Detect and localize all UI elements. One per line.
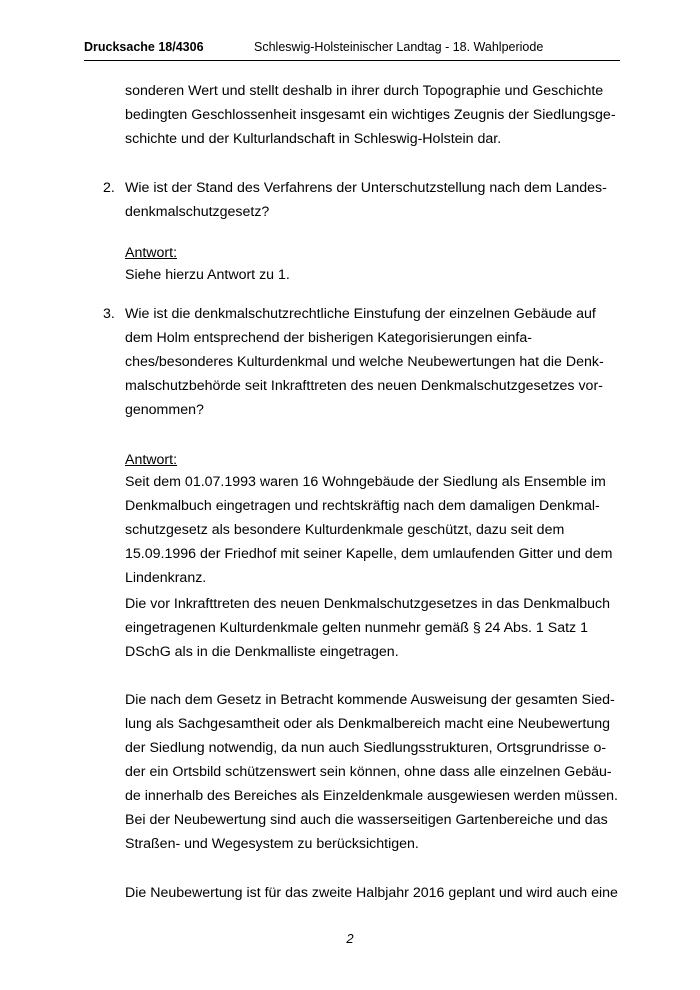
answer-label: Antwort:	[125, 452, 178, 468]
question-text: Wie ist die denkmalschutzrechtliche Einstufung der einzelnen Gebäude auf	[125, 306, 596, 322]
answer-text: Die nach dem Gesetz in Betracht kommende Ausweisung der gesamten Sied-	[125, 692, 615, 708]
answer-text: Bei der Neubewertung sind auch die wasserseitigen Gartenbereiche und das	[125, 812, 608, 828]
header-title: Schleswig-Holsteinischer Landtag - 18. Wahlperiode	[254, 40, 544, 54]
answer-text: de innerhalb des Bereiches als Einzeldenkmale ausgewiesen werden müssen.	[125, 788, 618, 804]
question-text: dem Holm entsprechend der bisherigen Kategorisierungen einfa-	[125, 330, 532, 346]
answer-text: lung als Sachgesamtheit oder als Denkmalbereich macht eine Neubewertung	[125, 716, 611, 732]
answer-text: Lindenkranz.	[125, 570, 207, 586]
answer-text: schutzgesetz als besondere Kulturdenkmale geschützt, dazu seit dem	[125, 522, 565, 538]
answer-text: Die vor Inkrafttreten des neuen Denkmalschutzgesetzes in das Denkmalbuch	[125, 596, 610, 612]
question-number: 3.	[103, 306, 115, 322]
answer-text: der ein Ortsbild schützenswert sein können, ohne dass alle einzelnen Gebäu-	[125, 764, 612, 780]
answer-text: Denkmalbuch eingetragen und rechtskräftig nach dem damaligen Denkmal-	[125, 498, 600, 514]
answer-text: 15.09.1996 der Friedhof mit seiner Kapelle, dem umlaufenden Gitter und dem	[125, 546, 613, 562]
answer-text: Seit dem 01.07.1993 waren 16 Wohngebäude der Siedlung als Ensemble im	[125, 474, 606, 490]
page-number: 2	[346, 931, 354, 946]
question-text: malschutzbehörde seit Inkrafttreten des neuen Denkmalschutzgesetzes vor-	[125, 378, 603, 394]
answer-text: DSchG als in die Denkmalliste eingetragen.	[125, 644, 399, 660]
question-text: Wie ist der Stand des Verfahrens der Unterschutzstellung nach dem Landes-	[125, 180, 607, 196]
text-line: sonderen Wert und stellt deshalb in ihrer durch Topographie und Geschichte	[125, 83, 604, 99]
question-text: ches/besonderes Kulturdenkmal und welche Neubewertungen hat die Denk-	[125, 354, 604, 370]
page-header	[84, 38, 620, 61]
text-line: bedingten Geschlossenheit insgesamt ein wichtiges Zeugnis der Siedlungsge-	[125, 107, 616, 123]
answer-label: Antwort:	[125, 245, 178, 261]
question-text: genommen?	[125, 402, 204, 418]
text-line: schichte und der Kulturlandschaft in Schleswig-Holstein dar.	[125, 131, 502, 147]
question-text: denkmalschutzgesetz?	[125, 204, 270, 220]
document-number: Drucksache 18/4306	[84, 40, 204, 54]
answer-text: Straßen- und Wegesystem zu berücksichtigen.	[125, 836, 419, 852]
answer-text: der Siedlung notwendig, da nun auch Siedlungsstrukturen, Ortsgrundrisse o-	[125, 740, 607, 756]
answer-text: Siehe hierzu Antwort zu 1.	[125, 267, 290, 283]
answer-text: Die Neubewertung ist für das zweite Halbjahr 2016 geplant und wird auch eine	[125, 885, 618, 901]
answer-text: eingetragenen Kulturdenkmale gelten nunmehr gemäß § 24 Abs. 1 Satz 1	[125, 620, 588, 636]
question-number: 2.	[103, 180, 115, 196]
